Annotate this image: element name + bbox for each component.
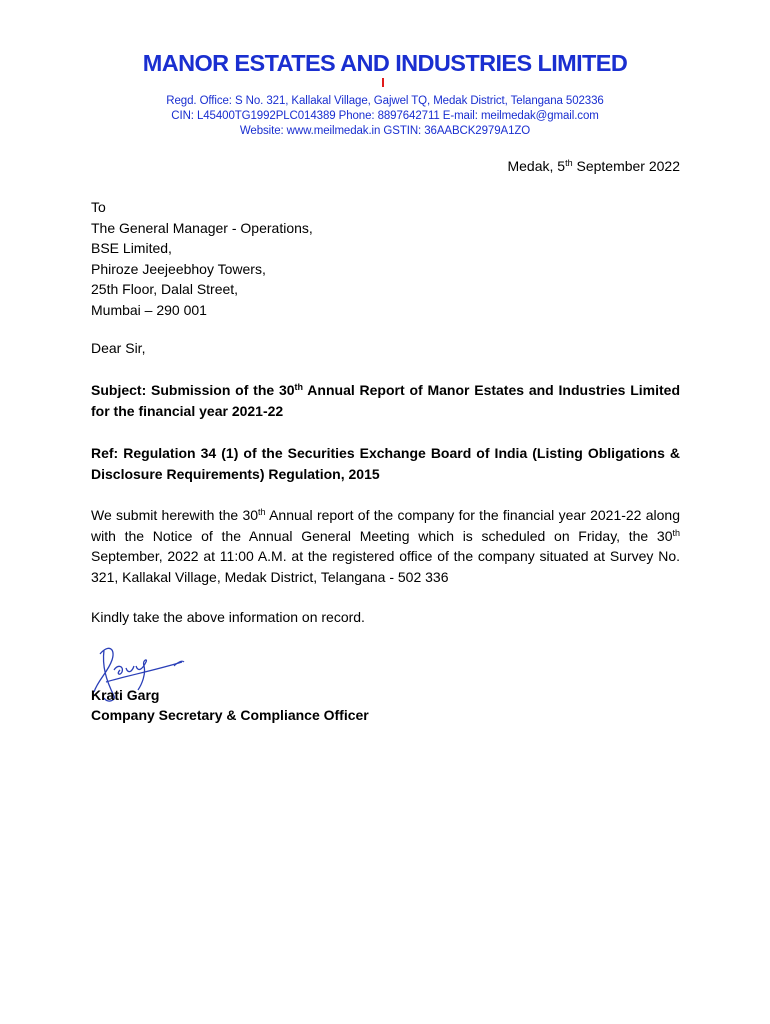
company-name: MANOR ESTATES AND INDUSTRIES LIMITED bbox=[142, 50, 628, 76]
address-line: BSE Limited, bbox=[91, 240, 172, 256]
signatory-title: Company Secretary & Compliance Officer bbox=[91, 707, 369, 723]
address-line: 25th Floor, Dalal Street, bbox=[91, 281, 239, 297]
reference-line: Ref: Regulation 34 (1) of the Securities Exchange Board of India (Listing Obligations & Disclosure Requirements) Regulation, 2015 bbox=[91, 445, 680, 482]
signatory-name: Krati Garg bbox=[91, 687, 160, 703]
letter-date: Medak, 5th September 2022 bbox=[507, 158, 680, 174]
website-line: Website: www.meilmedak.in GSTIN: 36AABCK2979A1ZO bbox=[239, 125, 531, 137]
body-paragraph: We submit herewith the 30th Annual report of the company for the financial year 2021-22 along with the Notice of the Annual General Meeting which is scheduled on Friday, the 30th September, 2022 at 11:00 A.M. at the registered office of the company situated at Survey No. 321, Kallakal Village, Medak District, Telangana - 502 336 bbox=[91, 507, 680, 585]
subject-line: Subject: Submission of the 30th Annual Report of Manor Estates and Industries Limited for the financial year 2021-22 bbox=[91, 382, 680, 419]
address-line: The General Manager - Operations, bbox=[91, 219, 313, 236]
salutation: Dear Sir, bbox=[91, 340, 146, 356]
closing-line: Kindly take the above information on record. bbox=[91, 609, 365, 625]
recipient-address bbox=[91, 197, 313, 320]
signatory-block bbox=[91, 685, 369, 725]
address-to: To bbox=[91, 199, 106, 215]
registered-office-line: Regd. Office: S No. 321, Kallakal Village, Gajwel TQ, Medak District, Telangana 502336 bbox=[166, 95, 604, 107]
contact-line: CIN: L45400TG1992PLC014389 Phone: 8897642711 E-mail: meilmedak@gmail.com bbox=[171, 110, 599, 122]
address-line: Mumbai – 290 001 bbox=[91, 301, 207, 318]
address-line: Phiroze Jeejeebhoy Towers, bbox=[91, 260, 266, 277]
header-accent-mark bbox=[382, 78, 384, 87]
